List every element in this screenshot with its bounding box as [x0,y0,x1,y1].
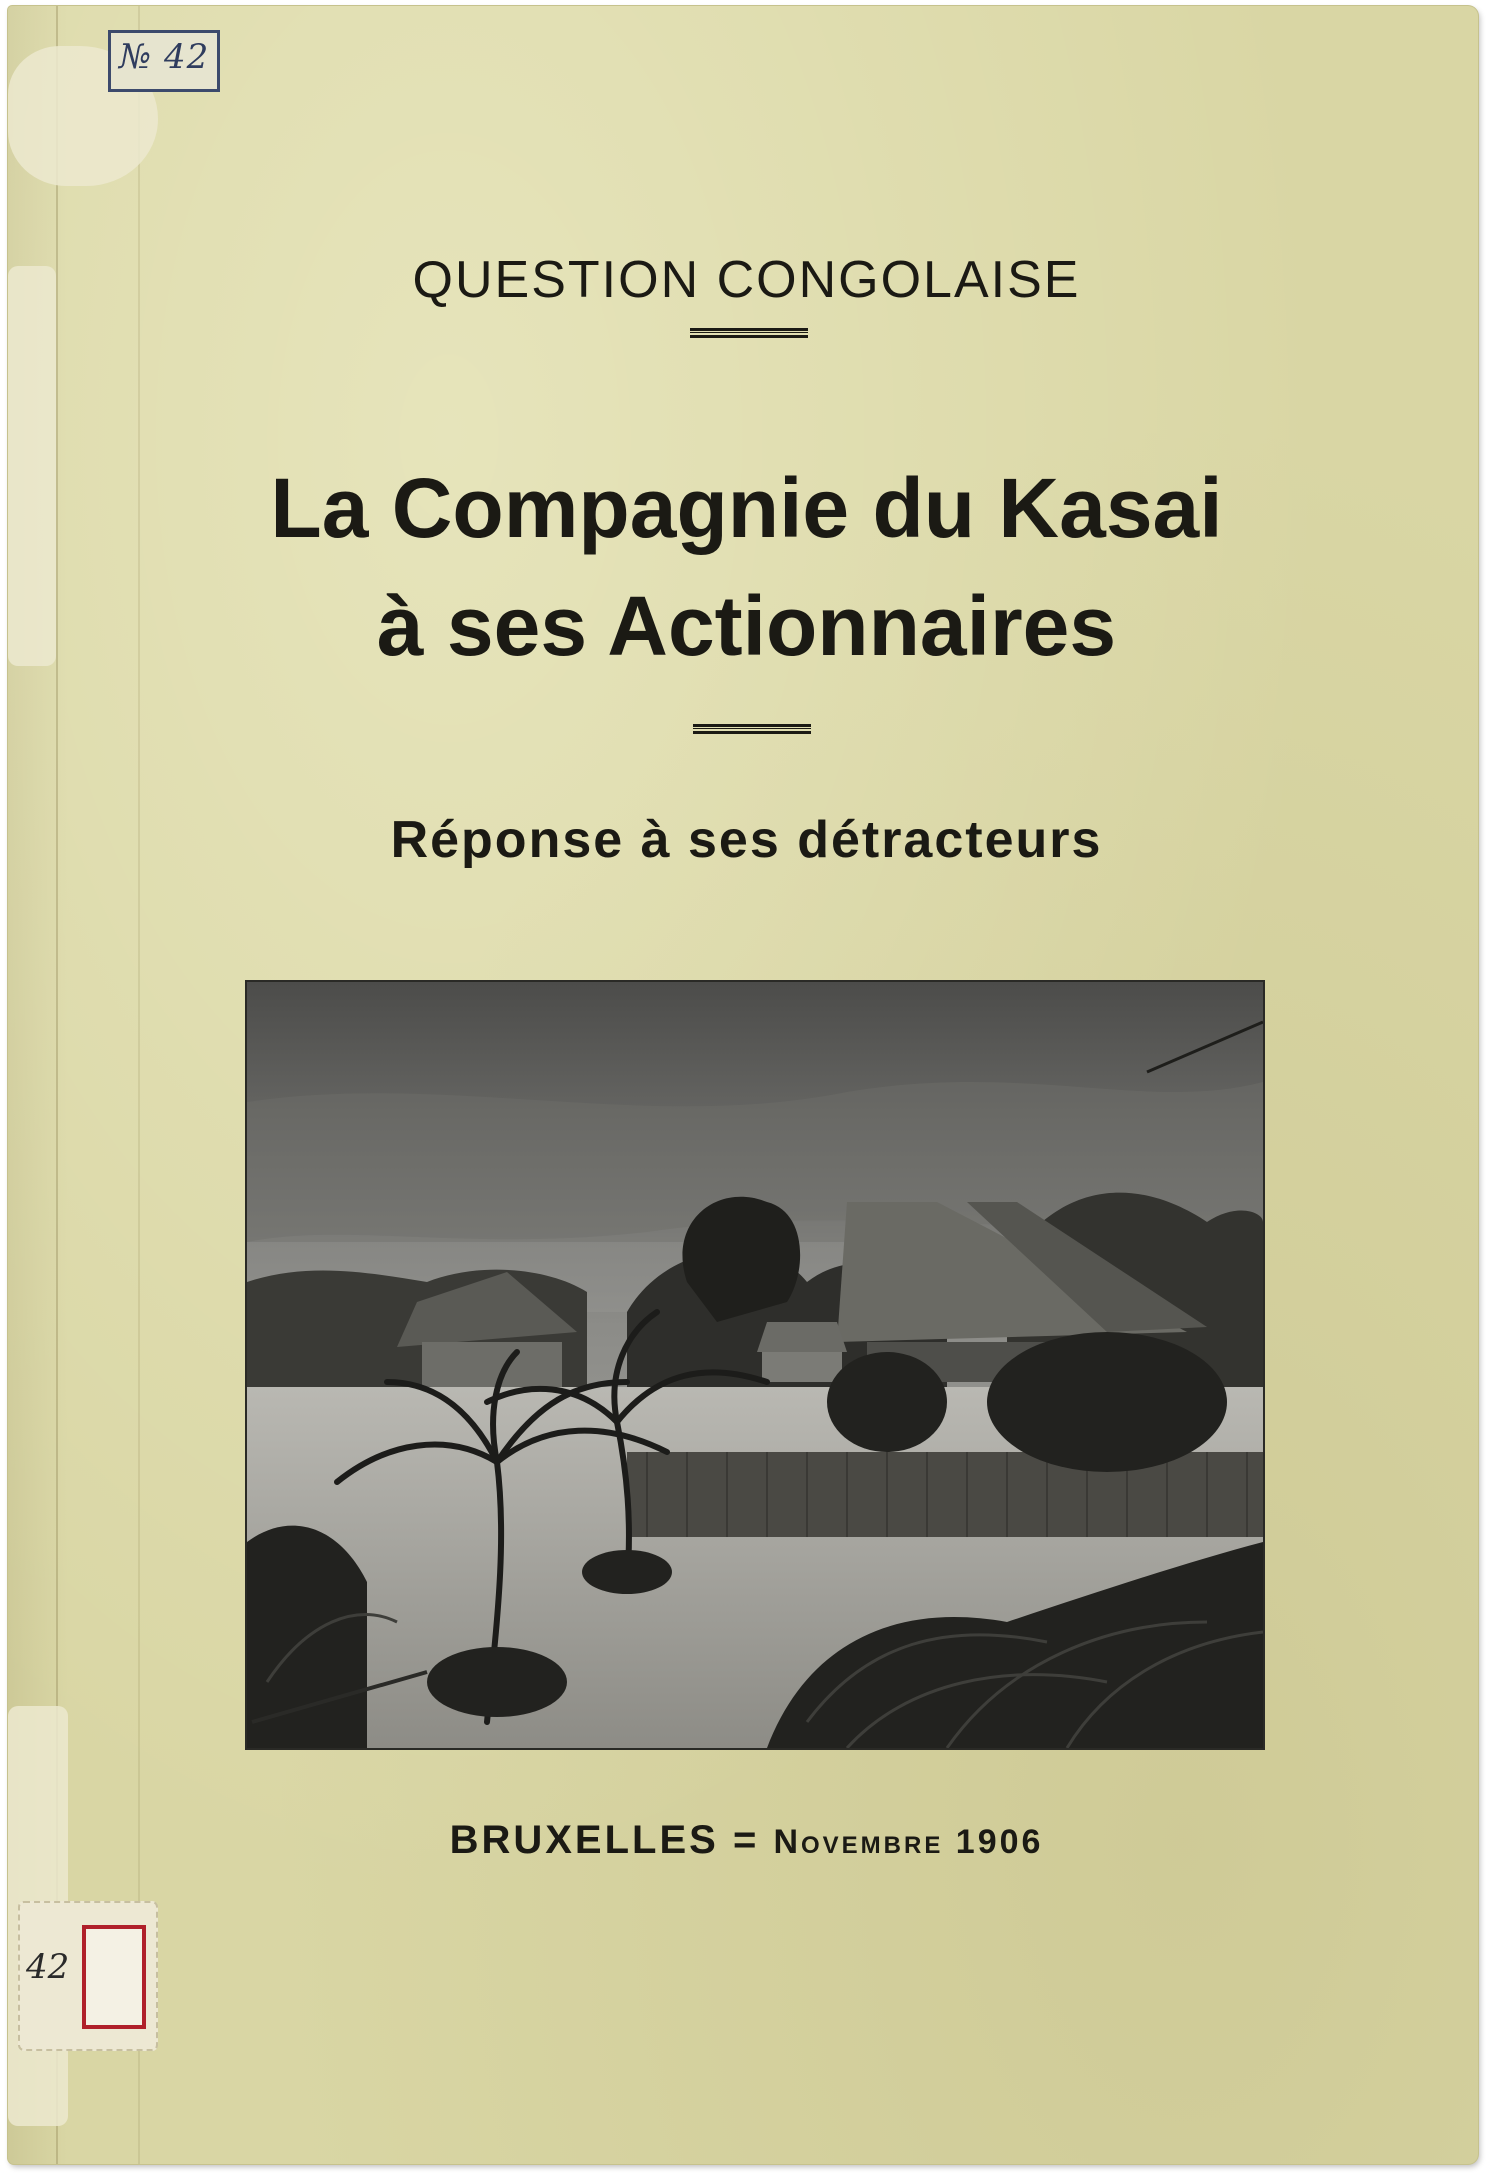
double-rule-divider [693,724,811,734]
main-title-line-2: à ses Actionnaires [376,579,1117,673]
spine-sticker-red-frame [82,1925,146,2029]
subtitle: Réponse à ses détracteurs [390,811,1103,869]
library-number-label [108,30,220,92]
imprint-line [0,1818,1493,1863]
village-photograph [245,980,1265,1750]
main-title-line-1: La Compagnie du Kasai [270,461,1223,555]
imprint-date: Novembre 1906 [773,1823,1044,1861]
imprint-city: BRUXELLES [449,1818,719,1862]
spine-number-text: 42 [26,1947,70,1987]
village-photograph-icon [247,982,1263,1748]
library-number-text: № 42 [119,37,210,77]
double-rule-divider [690,328,808,338]
imprint-separator: = [732,1818,760,1862]
spine-sticker [18,1901,158,2051]
series-title: QUESTION CONGOLAISE [412,251,1081,309]
